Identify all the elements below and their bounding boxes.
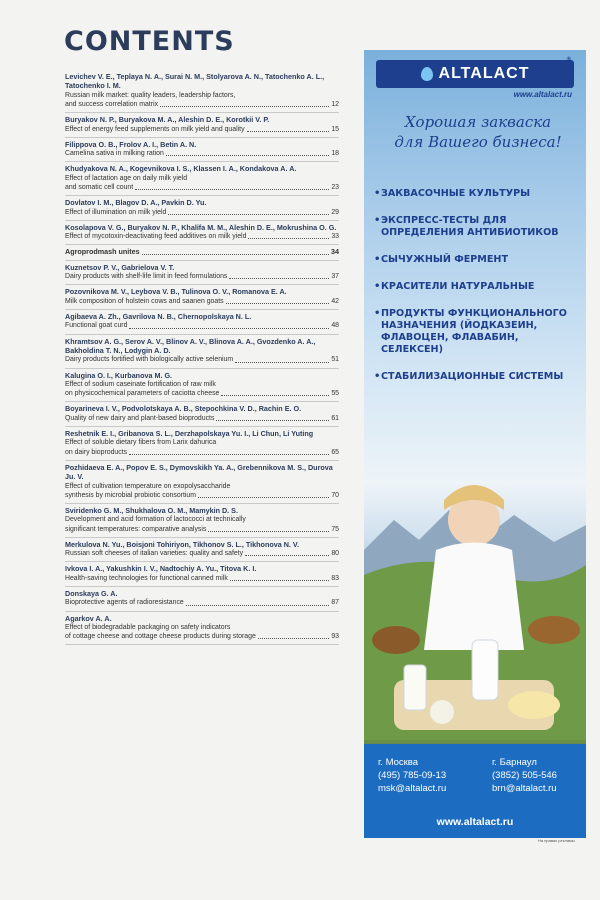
toc-entry[interactable] (65, 138, 339, 163)
leader-dots (129, 328, 329, 329)
leader-dots (168, 214, 329, 215)
bullet-dot-icon: • (374, 188, 381, 199)
toc-title-line: Effect of cultivation temperature on exopolysaccharide (65, 482, 231, 490)
leader-dots (258, 638, 330, 639)
product-bullet-text: СТАБИЛИЗАЦИОННЫЕ СИСТЕМЫ (381, 371, 564, 382)
toc-title-text: Functional goat curd (65, 322, 128, 330)
toc-title-text: Camelina sativa in milking ration (65, 150, 164, 158)
toc-title-text: on dairy bioproducts (65, 448, 128, 456)
toc-authors-text: Agroprodmash unites (65, 247, 140, 257)
altalact-advertisement (364, 50, 586, 838)
slogan-line-1: Хорошая закваска (404, 113, 552, 131)
toc-title-text: significant temperatures: comparative analysis (65, 525, 207, 533)
toc-title-line: Russian milk market: quality leaders, leadership factors, (65, 91, 236, 99)
toc-page-number: 34 (331, 247, 339, 257)
toc-authors: Khudyakova N. A., Kogevnikova I. S., Klassen I. A., Kondakova A. A. (65, 164, 297, 174)
toc-title-line: Effect of lactation age on daily milk yield (65, 174, 188, 182)
product-bullet (374, 281, 580, 293)
bullet-dot-icon: • (374, 254, 381, 265)
toc-authors: Agarkov A. A. (65, 613, 112, 623)
leader-dots (230, 580, 330, 581)
cow-left (372, 626, 420, 654)
toc-entry[interactable] (65, 335, 339, 369)
toc-page-number: 93 (331, 633, 339, 641)
product-bullet-text: КРАСИТЕЛИ НАТУРАЛЬНЫЕ (381, 281, 535, 292)
toc-entry[interactable] (65, 162, 339, 196)
toc-title-text: Effect of illumination on milk yield (65, 208, 167, 216)
toc-authors: Dovlatov I. M., Blagov D. A., Pavkin D. Yu. (65, 198, 207, 208)
barnaul-city: г. Барнаул (492, 757, 537, 768)
toc-entry[interactable] (65, 402, 339, 427)
milk-drop-icon (421, 67, 433, 81)
toc-title-text: and somatic cell count (65, 184, 134, 192)
toc-authors: Merkulova N. Yu., Boisjoni Tohiriyon, Tikhonov S. L., Tikhonova N. V. (65, 539, 300, 549)
product-bullet (374, 371, 580, 383)
toc-title-last-line (65, 355, 339, 364)
toc-title-text: Milk composition of holstein cows and saanen goats (65, 297, 224, 305)
advertising-notice: На правах рекламы (538, 838, 575, 843)
toc-title-last-line (65, 149, 339, 158)
toc-entry[interactable] (65, 113, 339, 138)
toc-title-last-line (65, 549, 339, 558)
toc-entry[interactable] (65, 310, 339, 335)
page-title: CONTENTS (64, 26, 235, 57)
milk-bottle (404, 665, 426, 710)
toc-page-number: 83 (331, 574, 339, 582)
toc-title-last-line (65, 232, 339, 241)
leader-dots (216, 420, 329, 421)
altalact-logo (376, 57, 574, 88)
toc-authors (65, 247, 339, 256)
leader-dots (166, 155, 330, 156)
toc-title-text: Dairy products with shelf-life limit in feed formulations (65, 273, 228, 281)
egg (430, 700, 454, 724)
toc-entry[interactable] (65, 70, 339, 113)
toc-page-number: 18 (331, 150, 339, 158)
toc-entry[interactable] (65, 612, 339, 646)
ad-illustration (364, 480, 586, 740)
product-bullet-text: ПРОДУКТЫ ФУНКЦИОНАЛЬНОГО НАЗНАЧЕНИЯ (ЙОДКАЗЕИН, ФЛАВОЦЕН, ФЛАВАБИН, СЕЛЕКСЕН) (381, 308, 567, 355)
leader-dots (198, 497, 329, 498)
toc-title-text: Russian soft cheeses of italian varieties: quality and safety (65, 550, 244, 558)
toc-title-text: Health-saving technologies for functional canned milk (65, 574, 228, 582)
toc-title-line: Effect of biodegradable packaging on safety indicators (65, 624, 231, 632)
toc-authors: Sviridenko G. M., Shukhalova O. M., Mamykin D. S. (65, 505, 238, 515)
moscow-contacts (378, 756, 446, 795)
barnaul-phone[interactable]: (3852) 505-546 (492, 770, 557, 781)
bullet-dot-icon: • (374, 281, 381, 292)
leader-dots (229, 278, 329, 279)
toc-page-number: 15 (331, 125, 339, 133)
toc-title-last-line (65, 414, 339, 423)
toc-title-last-line (65, 632, 339, 641)
toc-page-number: 48 (331, 322, 339, 330)
table-of-contents (65, 70, 339, 645)
toc-page-number: 37 (331, 273, 339, 281)
toc-entry[interactable] (65, 504, 339, 538)
product-bullet (374, 215, 580, 239)
toc-entry[interactable] (65, 461, 339, 504)
toc-authors: Kalugina O. I., Kurbanova M. G. (65, 370, 173, 380)
ad-slogan (380, 112, 576, 152)
product-bullet (374, 254, 580, 266)
toc-page-number: 33 (331, 233, 339, 241)
leader-dots (129, 454, 329, 455)
moscow-city: г. Москва (378, 757, 419, 768)
toc-authors: Boyarineva I. V., Podvolotskaya A. B., Stepochkina V. D., Rachin E. O. (65, 404, 302, 414)
product-bullet (374, 188, 580, 200)
toc-title-line: Effect of sodium caseinate fortification of raw milk (65, 380, 216, 388)
brand-name: ALTALACT (438, 65, 530, 82)
milk-jug (472, 640, 498, 700)
toc-authors: Ivkova I. A., Yakushkin I. V., Nadtochiy A. Yu., Titova K. I. (65, 564, 257, 574)
toc-title-text: of cottage cheese and cottage cheese products during storage (65, 633, 256, 641)
moscow-email[interactable]: msk@altalact.ru (378, 783, 447, 794)
toc-entry[interactable] (65, 245, 339, 260)
leader-dots (247, 131, 330, 132)
toc-entry[interactable] (65, 538, 339, 563)
toc-title-text: on physicochemical parameters of caciotta cheese (65, 390, 220, 398)
toc-title-last-line (65, 125, 339, 134)
leader-dots (235, 362, 329, 363)
toc-page-number: 29 (331, 208, 339, 216)
toc-title-last-line (65, 525, 339, 534)
leader-dots (186, 605, 330, 606)
toc-page-number: 65 (331, 448, 339, 456)
registered-mark: ® (566, 57, 572, 63)
toc-page-number: 75 (331, 525, 339, 533)
toc-entry[interactable] (65, 196, 339, 221)
leader-dots (221, 395, 329, 396)
cow-right (528, 616, 580, 644)
toc-page-number: 80 (331, 550, 339, 558)
leader-dots (142, 254, 329, 255)
slogan-line-2: для Вашего бизнеса! (394, 133, 562, 151)
product-bullet (374, 308, 580, 356)
toc-title-line: Effect of soluble dietary fibers from Larix dahurica (65, 439, 217, 447)
toc-title-last-line (65, 448, 339, 457)
toc-entry[interactable] (65, 369, 339, 403)
toc-title-text: Quality of new dairy and plant-based bioproducts (65, 414, 215, 422)
leader-dots (208, 531, 329, 532)
butter-dish (508, 691, 560, 719)
toc-page-number: 51 (331, 356, 339, 364)
bullet-dot-icon: • (374, 215, 381, 226)
toc-authors: Levichev V. E., Teplaya N. A., Surai N. M., Stolyarova A. N., Tatochenko A. L., Tatochenko I. M. (65, 72, 325, 91)
toc-title-last-line (65, 272, 339, 281)
product-bullet-text: СЫЧУЖНЫЙ ФЕРМЕНТ (381, 254, 508, 265)
bullet-dot-icon: • (374, 308, 381, 319)
toc-authors: Buryakov N. P., Buryakova M. A., Aleshin D. E., Korotkii V. P. (65, 115, 270, 125)
leader-dots (160, 106, 329, 107)
toc-entry[interactable] (65, 261, 339, 286)
toc-page-number: 42 (331, 297, 339, 305)
barnaul-email[interactable]: brn@altalact.ru (492, 783, 557, 794)
toc-page-number: 61 (331, 414, 339, 422)
toc-authors: Pozovnikova M. V., Leybova V. B., Tulinova O. V., Romanova E. A. (65, 287, 287, 297)
toc-page-number: 23 (331, 184, 339, 192)
bullet-dot-icon: • (374, 371, 381, 382)
toc-title-text: Bioprotective agents of radioresistance (65, 599, 184, 607)
toc-title-last-line (65, 183, 339, 192)
moscow-phone[interactable]: (495) 785-09-13 (378, 770, 447, 781)
toc-title-last-line (65, 491, 339, 500)
toc-authors: Filippova O. B., Frolov A. I., Betin A. N. (65, 139, 197, 149)
toc-authors: Kosolapova V. G., Buryakov N. P., Khalifa M. M., Aleshin D. E., Mokrushina O. G. (65, 222, 337, 232)
toc-title-last-line (65, 100, 339, 109)
leader-dots (135, 189, 329, 190)
barnaul-contacts (492, 756, 557, 795)
toc-title-line: Development and acid formation of lactococci at technically (65, 516, 246, 524)
toc-title-text: Effect of mycotoxin-deactivating feed additives on milk yield (65, 233, 247, 241)
toc-entry[interactable] (65, 587, 339, 612)
toc-title-last-line (65, 389, 339, 398)
product-bullet-text: ЗАКВАСОЧНЫЕ КУЛЬТУРЫ (381, 188, 531, 199)
toc-authors: Kuznetsov P. V., Gabrielova V. T. (65, 262, 175, 272)
toc-entry[interactable] (65, 285, 339, 310)
brand-url[interactable]: www.altalact.ru (513, 90, 572, 99)
toc-page-number: 12 (331, 101, 339, 109)
toc-title-text: and success correlation matrix (65, 101, 159, 109)
toc-authors: Pozhidaeva E. A., Popov E. S., Dymovskikh Ya. A., Grebennikova M. S., Durova Ju. V. (65, 462, 333, 482)
toc-authors: Khramtsov A. G., Serov A. V., Blinov A. V., Blinova A. A., Gvozdenko A. A., Bakholdina T. N., Lodygin A. D. (65, 336, 316, 355)
toc-entry[interactable] (65, 221, 339, 246)
toc-entry[interactable] (65, 562, 339, 587)
contacts-block (364, 744, 586, 838)
toc-authors: Agibaeva A. Zh., Gavrilova N. B., Chernopolskaya N. L. (65, 311, 252, 321)
leader-dots (226, 303, 330, 304)
product-list (374, 188, 580, 398)
leader-dots (245, 555, 329, 556)
toc-title-last-line (65, 208, 339, 217)
toc-title-text: Effect of energy feed supplements on milk yield and quality (65, 125, 245, 133)
toc-page-number: 87 (331, 599, 339, 607)
toc-title-text: synthesis by microbial probiotic consortium (65, 491, 196, 499)
toc-title-last-line (65, 574, 339, 583)
footer-url[interactable]: www.altalact.ru (436, 816, 514, 828)
product-bullet-text: ЭКСПРЕСС-ТЕСТЫ ДЛЯ ОПРЕДЕЛЕНИЯ АНТИБИОТИКОВ (381, 215, 559, 238)
toc-authors: Reshetnik E. I., Gribanova S. L., Derzhapolskaya Yu. I., Li Chun, Li Yuting (65, 428, 314, 438)
toc-title-last-line (65, 598, 339, 607)
toc-authors: Donskaya G. A. (65, 589, 118, 598)
girl-dress (424, 543, 524, 651)
leader-dots (248, 238, 329, 239)
toc-page-number: 70 (331, 491, 339, 499)
toc-page-number: 55 (331, 390, 339, 398)
toc-title-last-line (65, 297, 339, 306)
toc-entry[interactable] (65, 427, 339, 461)
toc-title-text: Dairy products fortified with biologically active selenium (65, 356, 234, 364)
toc-title-last-line (65, 321, 339, 330)
